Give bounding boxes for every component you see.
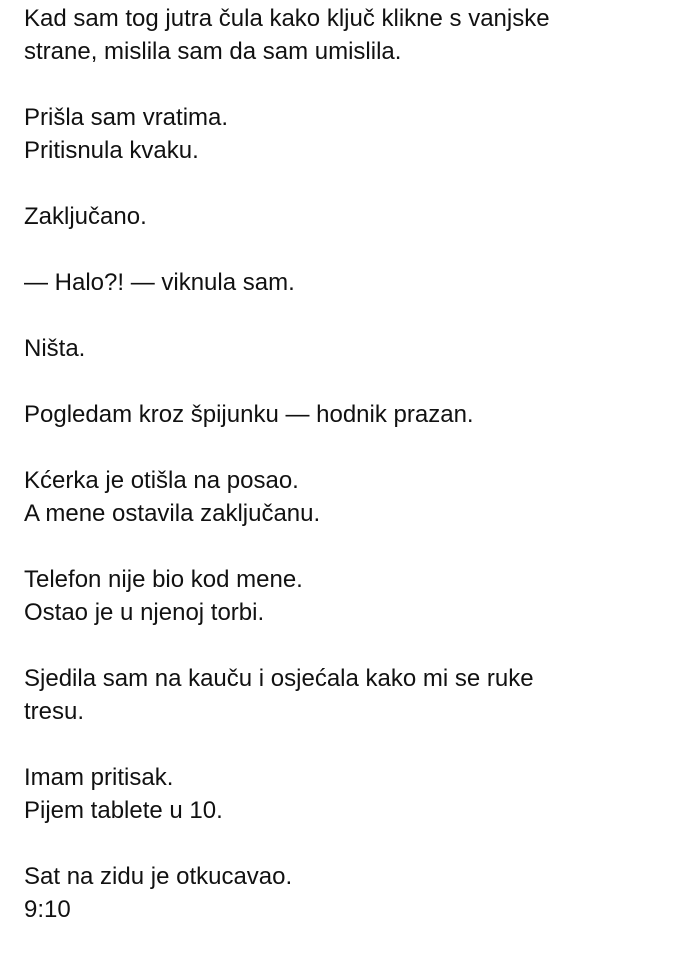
text-line: — Halo?! — viknula sam. <box>24 269 295 296</box>
text-line: Imam pritisak. <box>24 764 174 791</box>
paragraph <box>24 860 684 926</box>
text-line: strane, mislila sam da sam umislila. <box>24 38 402 65</box>
paragraph <box>24 0 684 68</box>
text-line: Zaključano. <box>24 203 147 230</box>
paragraph <box>24 398 684 431</box>
text-line: Sjedila sam na kauču i osjećala kako mi se ruke <box>24 665 534 692</box>
paragraph <box>24 332 684 365</box>
text-line: Ostao je u njenoj torbi. <box>24 599 265 626</box>
text-line: A mene ostavila zaključanu. <box>24 500 321 527</box>
paragraph <box>24 563 684 629</box>
text-line: Pogledam kroz špijunku — hodnik prazan. <box>24 401 474 428</box>
paragraph <box>24 266 684 299</box>
text-line: 9:10 <box>24 896 71 923</box>
text-line: Pijem tablete u 10. <box>24 797 223 824</box>
text-line: Kad sam tog jutra čula kako ključ klikne s vanjske <box>24 5 550 32</box>
text-line: Prišla sam vratima. <box>24 104 229 131</box>
text-line: Kćerka je otišla na posao. <box>24 467 299 494</box>
paragraph <box>24 464 684 530</box>
paragraph <box>24 662 684 728</box>
text-line: Telefon nije bio kod mene. <box>24 566 303 593</box>
text-line: Pritisnula kvaku. <box>24 137 199 164</box>
text-line: tresu. <box>24 698 85 725</box>
story-text <box>24 0 684 959</box>
paragraph <box>24 101 684 167</box>
paragraph <box>24 200 684 233</box>
text-line: Ništa. <box>24 335 86 362</box>
text-line: Sat na zidu je otkucavao. <box>24 863 293 890</box>
paragraph <box>24 761 684 827</box>
